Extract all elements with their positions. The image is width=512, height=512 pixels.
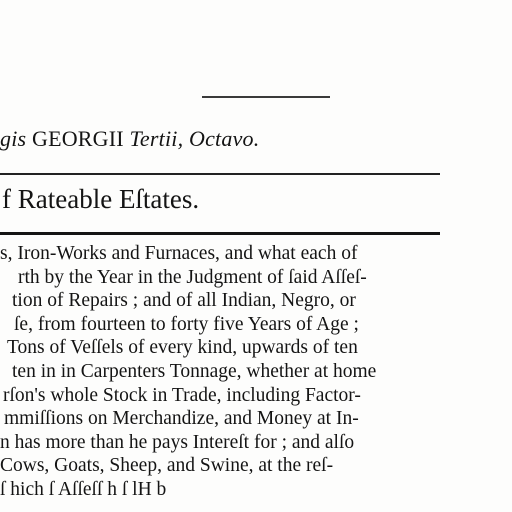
text-line: ſ hich ſ Aſſeſſ h ſ lH b: [0, 478, 167, 500]
header-georgii: GEORGII: [31, 126, 124, 151]
header-octavo: Octavo.: [189, 126, 260, 151]
text-line: mmiſſions on Merchandize, and Money at In-: [4, 408, 359, 430]
text-line: Tons of Veſſels of every kind, upwards of ten: [7, 337, 358, 359]
body-text: [0, 242, 512, 502]
section-title: f Rateable Eſtates.: [2, 184, 200, 214]
section-rule: [0, 232, 440, 235]
header-rule: [0, 173, 440, 175]
text-line: n has more than he pays Intereſt for ; and alſo: [0, 431, 355, 453]
text-line: rſon's whole Stock in Trade, including Factor-: [3, 384, 361, 406]
text-line: s, Iron-Works and Furnaces, and what each of: [0, 243, 358, 264]
text-line: tion of Repairs ; and of all Indian, Negro, or: [12, 290, 356, 312]
text-line: ſe, from fourteen to forty five Years of Age ;: [14, 313, 359, 335]
header-regis: gis: [0, 126, 27, 151]
page-header: [0, 126, 259, 152]
short-rule: [202, 96, 330, 98]
text-line: rth by the Year in the Judgment of ſaid Aſſeſ-: [18, 266, 367, 288]
text-line: ten in in Carpenters Tonnage, whether at home: [12, 360, 377, 382]
header-tertii: Tertii,: [129, 126, 184, 151]
text-line: Cows, Goats, Sheep, and Swine, at the reſ-: [0, 455, 334, 477]
